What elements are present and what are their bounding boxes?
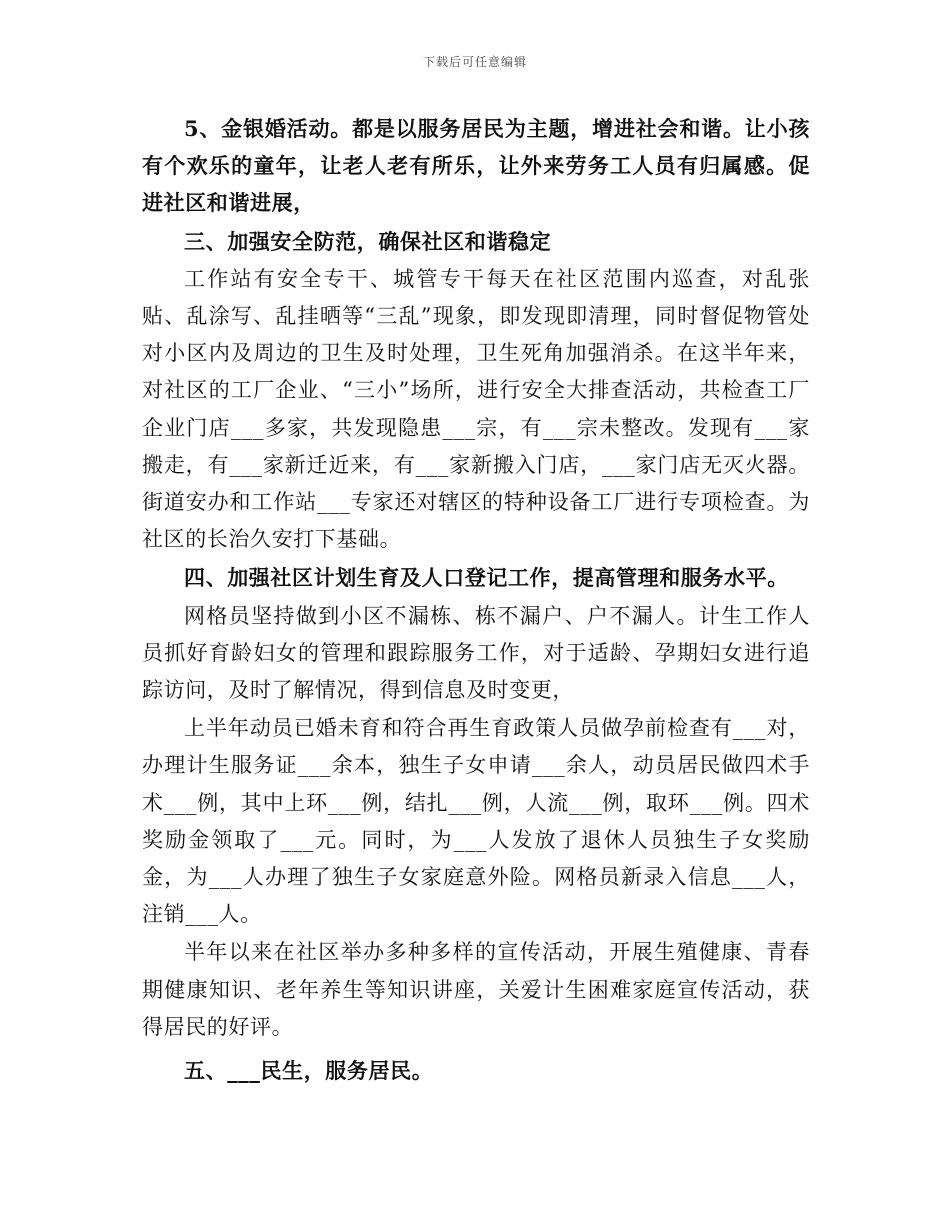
paragraph-6: 上半年动员已婚未育和符合再生育政策人员做孕前检查有___对，办理计生服务证___余本，独生子女申请___余人，动员居民做四术手术___例，其中上环___例，结扎___例，人流___例，取环___例。四术奖励金领取了___元。同时，为___人发放了退休人员独生子女奖励金，为___人办理了独生子女家庭意外险。网格员新录入信息___人，注销___人。 xyxy=(142,716,810,927)
paragraph-7: 半年以来在社区举办多种多样的宣传活动，开展生殖健康、青春期健康知识、老年养生等知识讲座，关爱计生困难家庭宣传活动，获得居民的好评。 xyxy=(142,940,810,1039)
document-body xyxy=(142,110,810,1090)
section-heading-5: 五、___民生，服务居民。 xyxy=(184,1058,434,1084)
section-heading-4: 四、加强社区计划生育及人口登记工作，提高管理和服务水平。 xyxy=(184,565,789,591)
paragraph-5: 网格员坚持做到小区不漏栋、栋不漏户、户不漏人。计生工作人员抓好育龄妇女的管理和跟踪服务工作，对于适龄、孕期妇女进行追踪访问，及时了解情况，得到信息及时变更， xyxy=(142,603,810,703)
section-heading-3: 三、加强安全防范，确保社区和谐稳定 xyxy=(184,228,552,254)
page-header-note: 下载后可任意编辑 xyxy=(422,55,527,69)
paragraph-1: 5、金银婚活动。都是以服务居民为主题，增进社会和谐。让小孩有个欢乐的童年，让老人老有所乐，让外来劳务工人员有归属感。促进社区和谐进展， xyxy=(142,116,810,216)
paragraph-3: 工作站有安全专干、城管专干每天在社区范围内巡查，对乱张贴、乱涂写、乱挂晒等“三乱”现象，即发现即清理，同时督促物管处对小区内及周边的卫生及时处理，卫生死角加强消杀。在这半年来，对社区的工厂企业、“三小”场所，进行安全大排查活动，共检查工厂企业门店___多家，共发现隐患___宗，有___宗未整改。发现有___家搬走，有___家新迁近来，有___家新搬入门店，___家门店无灭火器。街道安办和工作站___专家还对辖区的特种设备工厂进行专项检查。为社区的长治久安打下基础。 xyxy=(142,266,810,552)
